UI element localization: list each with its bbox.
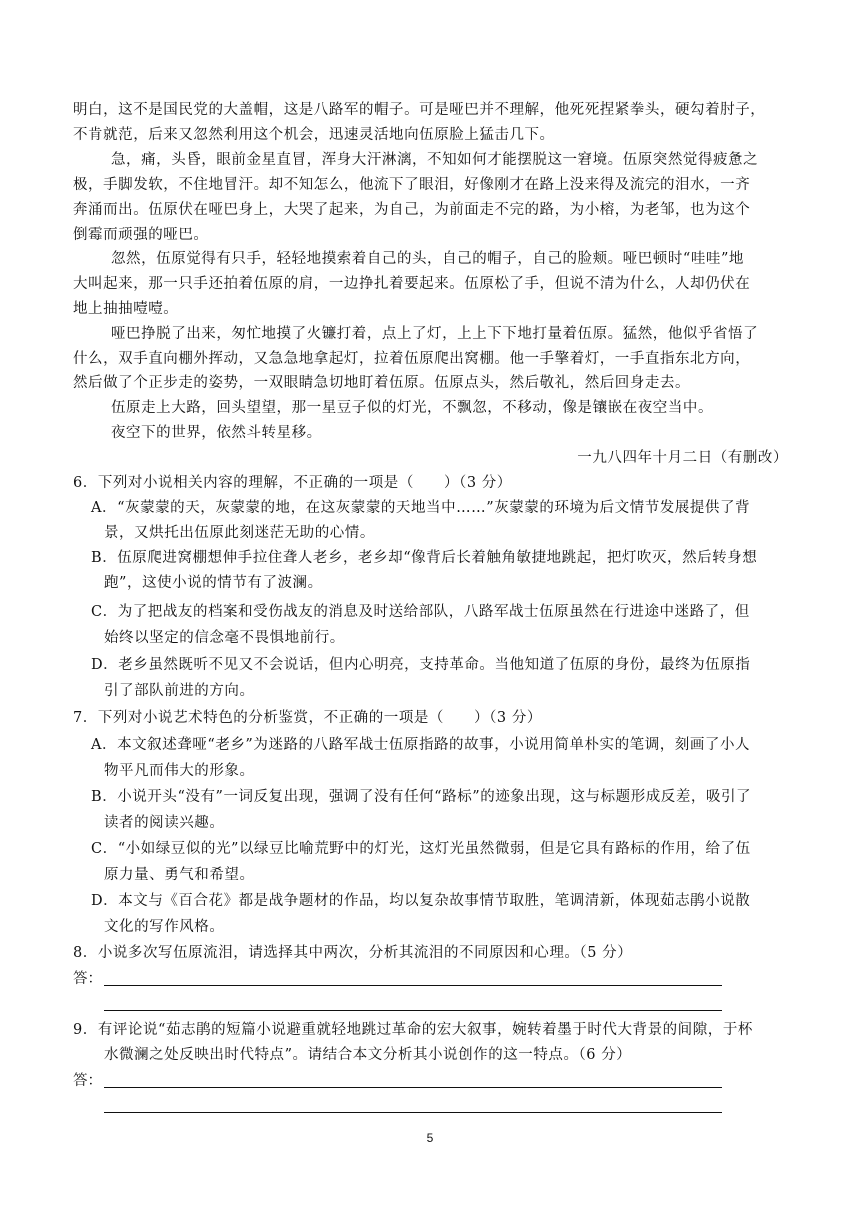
answer-label: 答： — [73, 971, 102, 987]
option-c: C．为了把战友的档案和受伤战友的消息及时送给部队，八路军战士伍原虽然在行进途中迷路了，但 — [91, 604, 750, 620]
story-line: 夜空下的世界，依然斗转星移。 — [111, 425, 322, 441]
option-b: B．伍原爬进窝棚想伸手拉住聋人老乡，老乡却“像背后长着触角敏捷地跳起，把灯吹灭，然后转身想 — [91, 550, 758, 566]
page-number: 5 — [426, 1131, 434, 1145]
story-line: 极，手脚发软，不住地冒汗。却不知怎么，他流下了眼泪，好像刚才在路上没来得及流完的泪水，一齐 — [73, 177, 751, 193]
question-stem: 8．小说多次写伍原流泪，请选择其中两次，分析其流泪的不同原因和心理。（5 分） — [73, 945, 633, 961]
option-c: C．“小如绿豆似的光”以绿豆比喻荒野中的灯光，这灯光虽然微弱，但是它具有路标的作用，给了伍 — [91, 841, 751, 857]
answer-line[interactable] — [104, 1010, 722, 1011]
question-stem: 7．下列对小说艺术特色的分析鉴赏，不正确的一项是（ ）（3 分） — [73, 710, 542, 726]
story-line: 忽然，伍原觉得有只手，轻轻地摸索着自己的头，自己的帽子，自己的脸颊。哑巴顿时“哇哇”地 — [111, 251, 744, 267]
story-line: 不肯就范，后来又忽然利用这个机会，迅速灵活地向伍原脸上猛击几下。 — [73, 127, 555, 143]
story-line: 伍原走上大路，回头望望，那一星豆子似的灯光，不飘忽，不移动，像是镶嵌在夜空当中。 — [111, 400, 713, 416]
option-d-cont: 引了部队前进的方向。 — [104, 683, 255, 699]
story-line: 什么，双手直向棚外挥动，又急急地拿起灯，拉着伍原爬出窝棚。他一手擎着灯，一手直指东北方向， — [73, 351, 751, 367]
option-b-cont: 读者的阅读兴趣。 — [104, 815, 225, 831]
option-a-cont: 物平凡而伟大的形象。 — [104, 763, 255, 779]
question-stem: 6．下列对小说相关内容的理解，不正确的一项是（ ）（3 分） — [73, 475, 512, 491]
option-d-cont: 文化的写作风格。 — [104, 919, 225, 935]
question-stem: 9．有评论说“茹志鹃的短篇小说避重就轻地跳过革命的宏大叙事，婉转着墨于时代大背景的间隙，于杯 — [73, 1022, 753, 1038]
option-a-cont: 景，又烘托出伍原此刻迷茫无助的心情。 — [104, 525, 375, 541]
question-stem-cont: 水微澜之处反映出时代特点”。请结合本文分析其小说创作的这一特点。（6 分） — [104, 1047, 632, 1063]
story-line: 明白，这不是国民党的大盖帽，这是八路军的帽子。可是哑巴并不理解，他死死捏紧拳头，硬勾着肘子， — [73, 102, 766, 118]
option-d: D．老乡虽然既听不见又不会说话，但内心明亮，支持革命。当他知道了伍原的身份，最终为伍原指 — [91, 657, 751, 673]
answer-label: 答： — [73, 1073, 102, 1089]
story-line: 倒霉而顽强的哑巴。 — [73, 227, 209, 243]
story-line: 急，痛，头昏，眼前金星直冒，浑身大汗淋漓，不知如何才能摆脱这一窘境。伍原突然觉得疲惫之 — [111, 152, 759, 168]
story-line: 大叫起来，那一只手还拍着伍原的肩，一边挣扎着要起来。伍原松了手，但说不清为什么，人却仍伏在 — [73, 276, 751, 292]
answer-line[interactable] — [104, 1087, 722, 1088]
option-c-cont: 原力量、勇气和希望。 — [104, 867, 255, 883]
option-a: A．本文叙述聋哑“老乡”为迷路的八路军战士伍原指路的故事，小说用简单朴实的笔调，刻画了小人 — [91, 737, 751, 753]
story-line: 哑巴挣脱了出来，匆忙地摸了火镰打着，点上了灯，上上下下地打量着伍原。猛然，他似乎省悟了 — [111, 326, 759, 342]
option-b-cont: 跑”，这使小说的情节有了波澜。 — [104, 575, 323, 591]
option-d: D．本文与《百合花》都是战争题材的作品，均以复杂故事情节取胜，笔调清新，体现茹志鹃小说散 — [91, 893, 751, 909]
story-line: 奔涌而出。伍原伏在哑巴身上，大哭了起来，为自己，为前面走不完的路，为小榕，为老邹，也为这个 — [73, 202, 751, 218]
story-signature: 一九八四年十月二日（有删改） — [577, 450, 788, 466]
option-b: B．小说开头“没有”一词反复出现，强调了没有任何“路标”的迹象出现，这与标题形成反差，吸引了 — [91, 789, 752, 805]
option-a: A．“灰蒙蒙的天，灰蒙蒙的地，在这灰蒙蒙的天地当中……”灰蒙蒙的环境为后文情节发展提供了背 — [91, 500, 751, 516]
story-line: 地上抽抽噎噎。 — [73, 301, 179, 317]
answer-line[interactable] — [104, 1112, 722, 1113]
story-line: 然后做了个正步走的姿势，一双眼睛急切地盯着伍原。伍原点头，然后敬礼，然后回身走去。 — [73, 375, 691, 391]
option-c-cont: 始终以坚定的信念毫不畏惧地前行。 — [104, 630, 345, 646]
answer-line[interactable] — [104, 985, 722, 986]
